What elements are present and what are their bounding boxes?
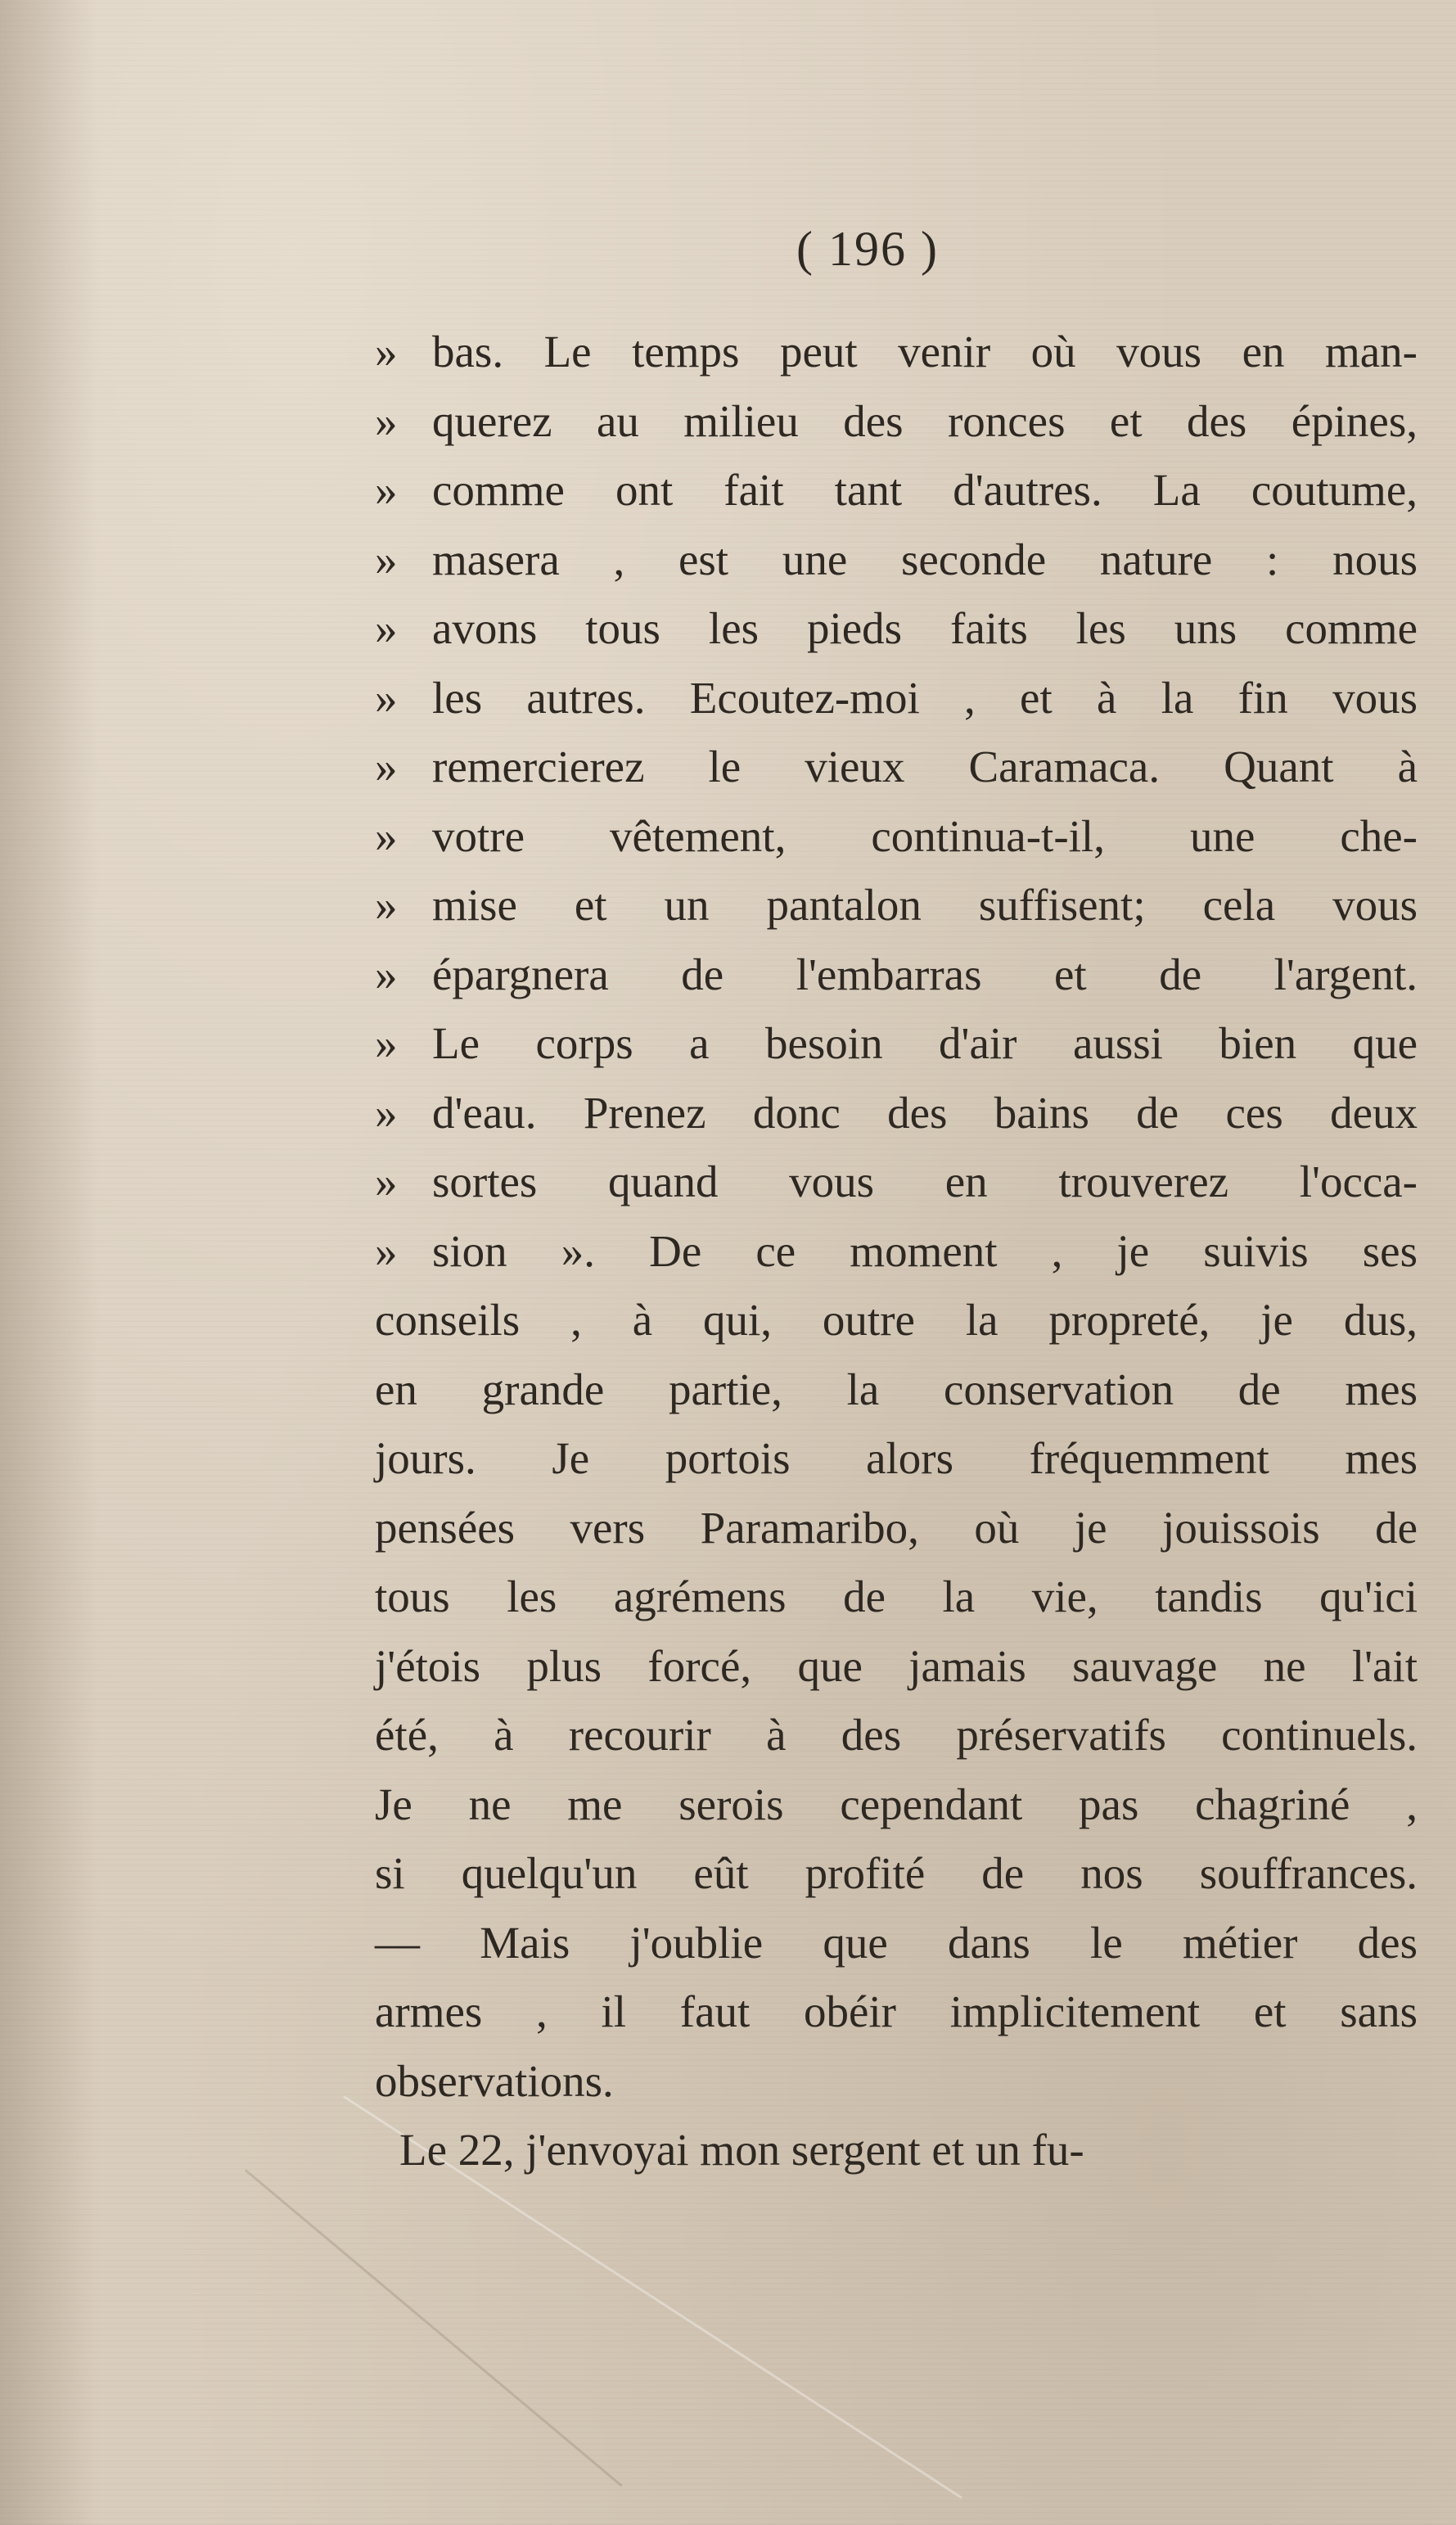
quote-mark: » [375,603,398,653]
paper-crease [245,2169,623,2487]
quote-mark: » [375,880,398,930]
line-text: Le 22, j'envoyai mon sergent et un fu- [399,2125,1084,2175]
text-line [375,940,1418,1010]
line-text: sion ». De ce moment , je suivis ses [432,1225,1418,1276]
text-line [375,1079,1418,1148]
text-line [375,2116,1418,2185]
quote-mark: » [375,1018,398,1068]
text-line [375,1701,1418,1770]
line-text: épargnera de l'embarras et de l'argent. [432,949,1418,999]
quote-mark: » [375,672,398,723]
line-text: tous les agrémens de la vie, tandis qu'ici [375,1571,1418,1621]
line-text: jours. Je portois alors fréquemment mes [375,1433,1418,1483]
text-line [375,1909,1418,1978]
quote-mark: » [375,742,398,791]
quote-mark: » [375,810,398,861]
line-text: j'étois plus forcé, que jamais sauvage ne l'ait [375,1640,1418,1691]
line-text: conseils , à qui, outre la propreté, je dus, [375,1295,1418,1345]
text-line [375,1632,1418,1702]
line-text: observations. [375,2055,614,2106]
quote-mark: » [375,1157,398,1206]
line-text: votre vêtement, continua-t-il, une che- [432,810,1418,861]
quote-mark: » [375,534,398,584]
text-line [375,1424,1418,1494]
text-line [375,594,1418,664]
body-text [375,318,1418,2185]
line-text: — Mais j'oublie que dans le métier des [375,1917,1418,1968]
text-line [375,1355,1418,1425]
line-text: masera , est une seconde nature : nous [432,534,1418,584]
line-text: comme ont fait tant d'autres. La coutume, [432,465,1418,515]
text-line [375,1562,1418,1632]
line-text: Le corps a besoin d'air aussi bien que [432,1018,1418,1068]
line-text: remercierez le vieux Caramaca. Quant à [432,742,1418,791]
line-text: bas. Le temps peut venir où vous en man- [432,327,1418,376]
text-line [375,1770,1418,1840]
quote-mark: » [375,1225,398,1276]
text-line [375,456,1418,525]
text-line [375,318,1418,387]
text-line [375,1839,1418,1909]
quote-mark: » [375,949,398,999]
line-text: armes , il faut obéir implicitement et sans [375,1986,1418,2036]
text-line [375,1148,1418,1217]
page-number: ( 196 ) [796,222,939,276]
line-text: d'eau. Prenez donc des bains de ces deux [432,1087,1418,1138]
quote-mark: » [375,465,398,515]
text-line [375,664,1418,733]
line-text: pensées vers Paramaribo, où je jouissois de [375,1502,1418,1553]
quote-mark: » [375,327,398,376]
line-text: si quelqu'un eût profité de nos souffrances. [375,1848,1418,1898]
line-text: avons tous les pieds faits les uns comme [432,603,1418,653]
text-line [375,871,1418,940]
text-line [375,1494,1418,1563]
text-line [375,1009,1418,1079]
text-line [375,733,1418,802]
page-fold-shadow [0,0,98,2525]
text-line [375,1977,1418,2047]
line-text: querez au milieu des ronces et des épines, [432,395,1418,446]
text-line [375,525,1418,595]
text-line [375,2047,1418,2117]
line-text: mise et un pantalon suffisent; cela vous [432,880,1418,930]
line-text: les autres. Ecoutez-moi , et à la fin vous [432,672,1418,723]
text-line [375,1286,1418,1355]
text-line [375,1217,1418,1287]
quote-mark: » [375,1087,398,1138]
quote-mark: » [375,395,398,446]
line-text: en grande partie, la conservation de mes [375,1364,1418,1414]
line-text: Je ne me serois cependant pas chagriné , [375,1779,1418,1829]
line-text: été, à recourir à des préservatifs continuels. [375,1710,1418,1760]
text-line [375,387,1418,457]
line-text: sortes quand vous en trouverez l'occa- [432,1157,1418,1206]
text-line [375,802,1418,872]
